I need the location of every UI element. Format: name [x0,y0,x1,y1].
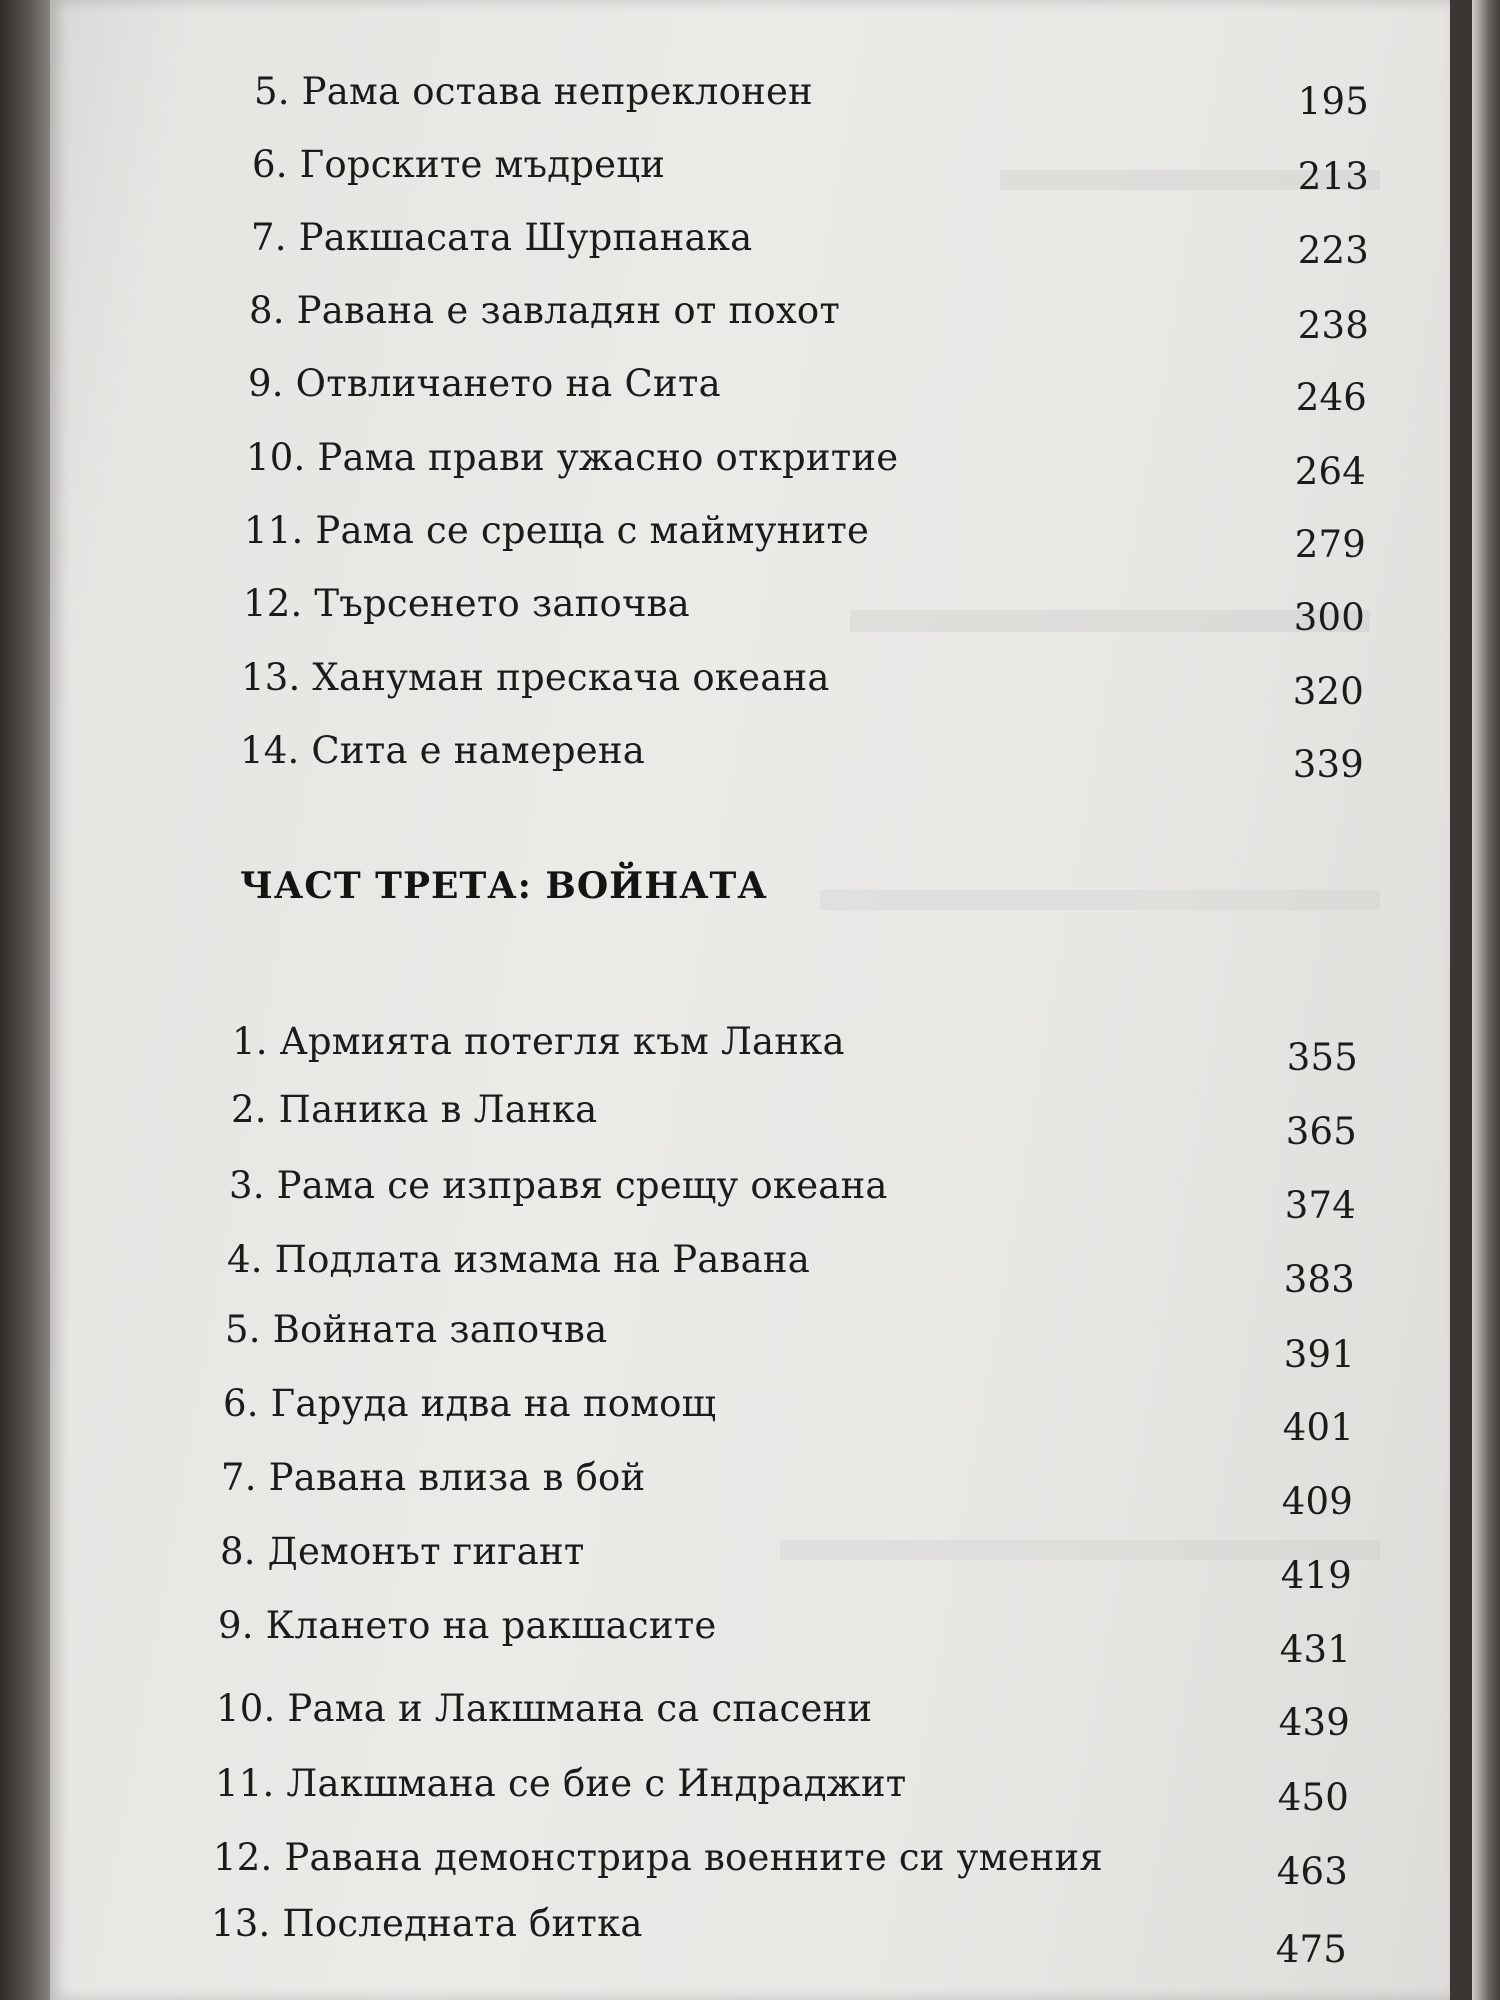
toc-entry [241,656,1364,713]
toc-entry-page: 419 [1280,1554,1352,1597]
toc-entry [249,289,1369,347]
toc-entry-title: 4. Подлата измама на Равана [227,1238,810,1281]
toc-entry-title: 1. Армията потегля към Ланка [232,1020,845,1063]
toc-entry-page: 475 [1275,1928,1347,1971]
toc-entry-title: 11. Лакшмана се бие с Индраджит [215,1762,907,1805]
toc-entry [248,362,1367,419]
toc-entry-title: 5. Рама остава непреклонен [254,70,813,113]
toc-entry-title: 7. Равана влиза в бой [221,1456,646,1499]
toc-entry-title: 11. Рама се среща с маймуните [244,509,870,552]
toc-entry-title: 6. Горските мъдреци [252,143,666,186]
toc-entry-page: 213 [1297,155,1369,198]
toc-entry-page: 409 [1281,1480,1353,1523]
toc-entry-title: 10. Рама прави ужасно откритие [246,436,899,479]
toc-entry-page: 195 [1297,80,1369,123]
toc-entry-page: 238 [1297,304,1369,347]
toc-entry-title: 13. Хануман прескача океана [241,656,830,699]
toc-entry [252,143,1369,198]
toc-entry [244,509,1366,566]
toc-entry [221,1456,1353,1523]
toc-entry [243,582,1365,639]
toc-entry [216,1687,1350,1744]
toc-entry-title: 13. Последната битка [211,1902,643,1945]
toc-entry-page: 264 [1294,450,1366,493]
toc-entry [231,1088,1357,1153]
toc-entry-title: 14. Сита е намерена [240,729,646,772]
toc-entry-title: 9. Отвличането на Сита [248,362,721,405]
toc-entry-title: 10. Рама и Лакшмана са спасени [216,1687,873,1730]
toc-entry [246,436,1366,493]
toc-entry-page: 339 [1292,743,1364,786]
toc-entry-page: 279 [1294,523,1366,566]
toc-entry-page: 355 [1286,1036,1358,1079]
section-heading: ЧАСТ ТРЕТА: ВОЙНАТА [240,865,768,907]
show-through-texture [820,890,1380,910]
book-right-edge [1472,0,1500,2000]
toc-entry-title: 2. Паника в Ланка [231,1088,598,1131]
toc-entry-title: 12. Търсенето започва [243,582,690,625]
toc-entry-page: 431 [1279,1628,1351,1671]
toc-entry [240,729,1364,786]
toc-entry-title: 6. Гаруда идва на помощ [223,1382,717,1425]
toc-entry-page: 246 [1295,376,1367,419]
toc-entry-page: 300 [1293,596,1365,639]
toc-entry-title: 8. Демонът гигант [220,1530,585,1573]
toc-entry-page: 223 [1297,229,1369,272]
toc-entry [211,1902,1347,1971]
toc-entry [232,1020,1358,1079]
toc-entry [218,1604,1351,1671]
toc-entry-title: 7. Ракшасата Шурпанака [251,216,753,259]
toc-entry [220,1530,1352,1597]
toc-entry [229,1164,1356,1227]
toc-entry-page: 401 [1282,1406,1354,1449]
toc-entry [213,1836,1348,1893]
toc-entry [251,216,1369,272]
toc-entry-title: 3. Рама се изправя срещу океана [229,1164,888,1207]
toc-entry [254,70,1369,123]
toc-entry [215,1762,1349,1819]
toc-entry-page: 463 [1276,1850,1348,1893]
toc-entry-title: 9. Клането на ракшасите [218,1604,717,1647]
toc-entry [223,1382,1354,1449]
toc-entry-page: 365 [1285,1110,1357,1153]
toc-entry-page: 383 [1283,1258,1355,1301]
toc-entry-page: 320 [1292,670,1364,713]
toc-entry [225,1308,1355,1376]
toc-entry-page: 374 [1284,1184,1356,1227]
toc-entry-title: 12. Равана демонстрира военните си умения [213,1836,1103,1879]
toc-entry-page: 391 [1283,1333,1355,1376]
toc-entry-page: 439 [1278,1701,1350,1744]
toc-entry-title: 8. Равана е завладян от похот [249,289,841,332]
toc-entry-page: 450 [1277,1776,1349,1819]
toc-entry-title: 5. Войната започва [225,1308,608,1351]
toc-entry [227,1238,1355,1301]
